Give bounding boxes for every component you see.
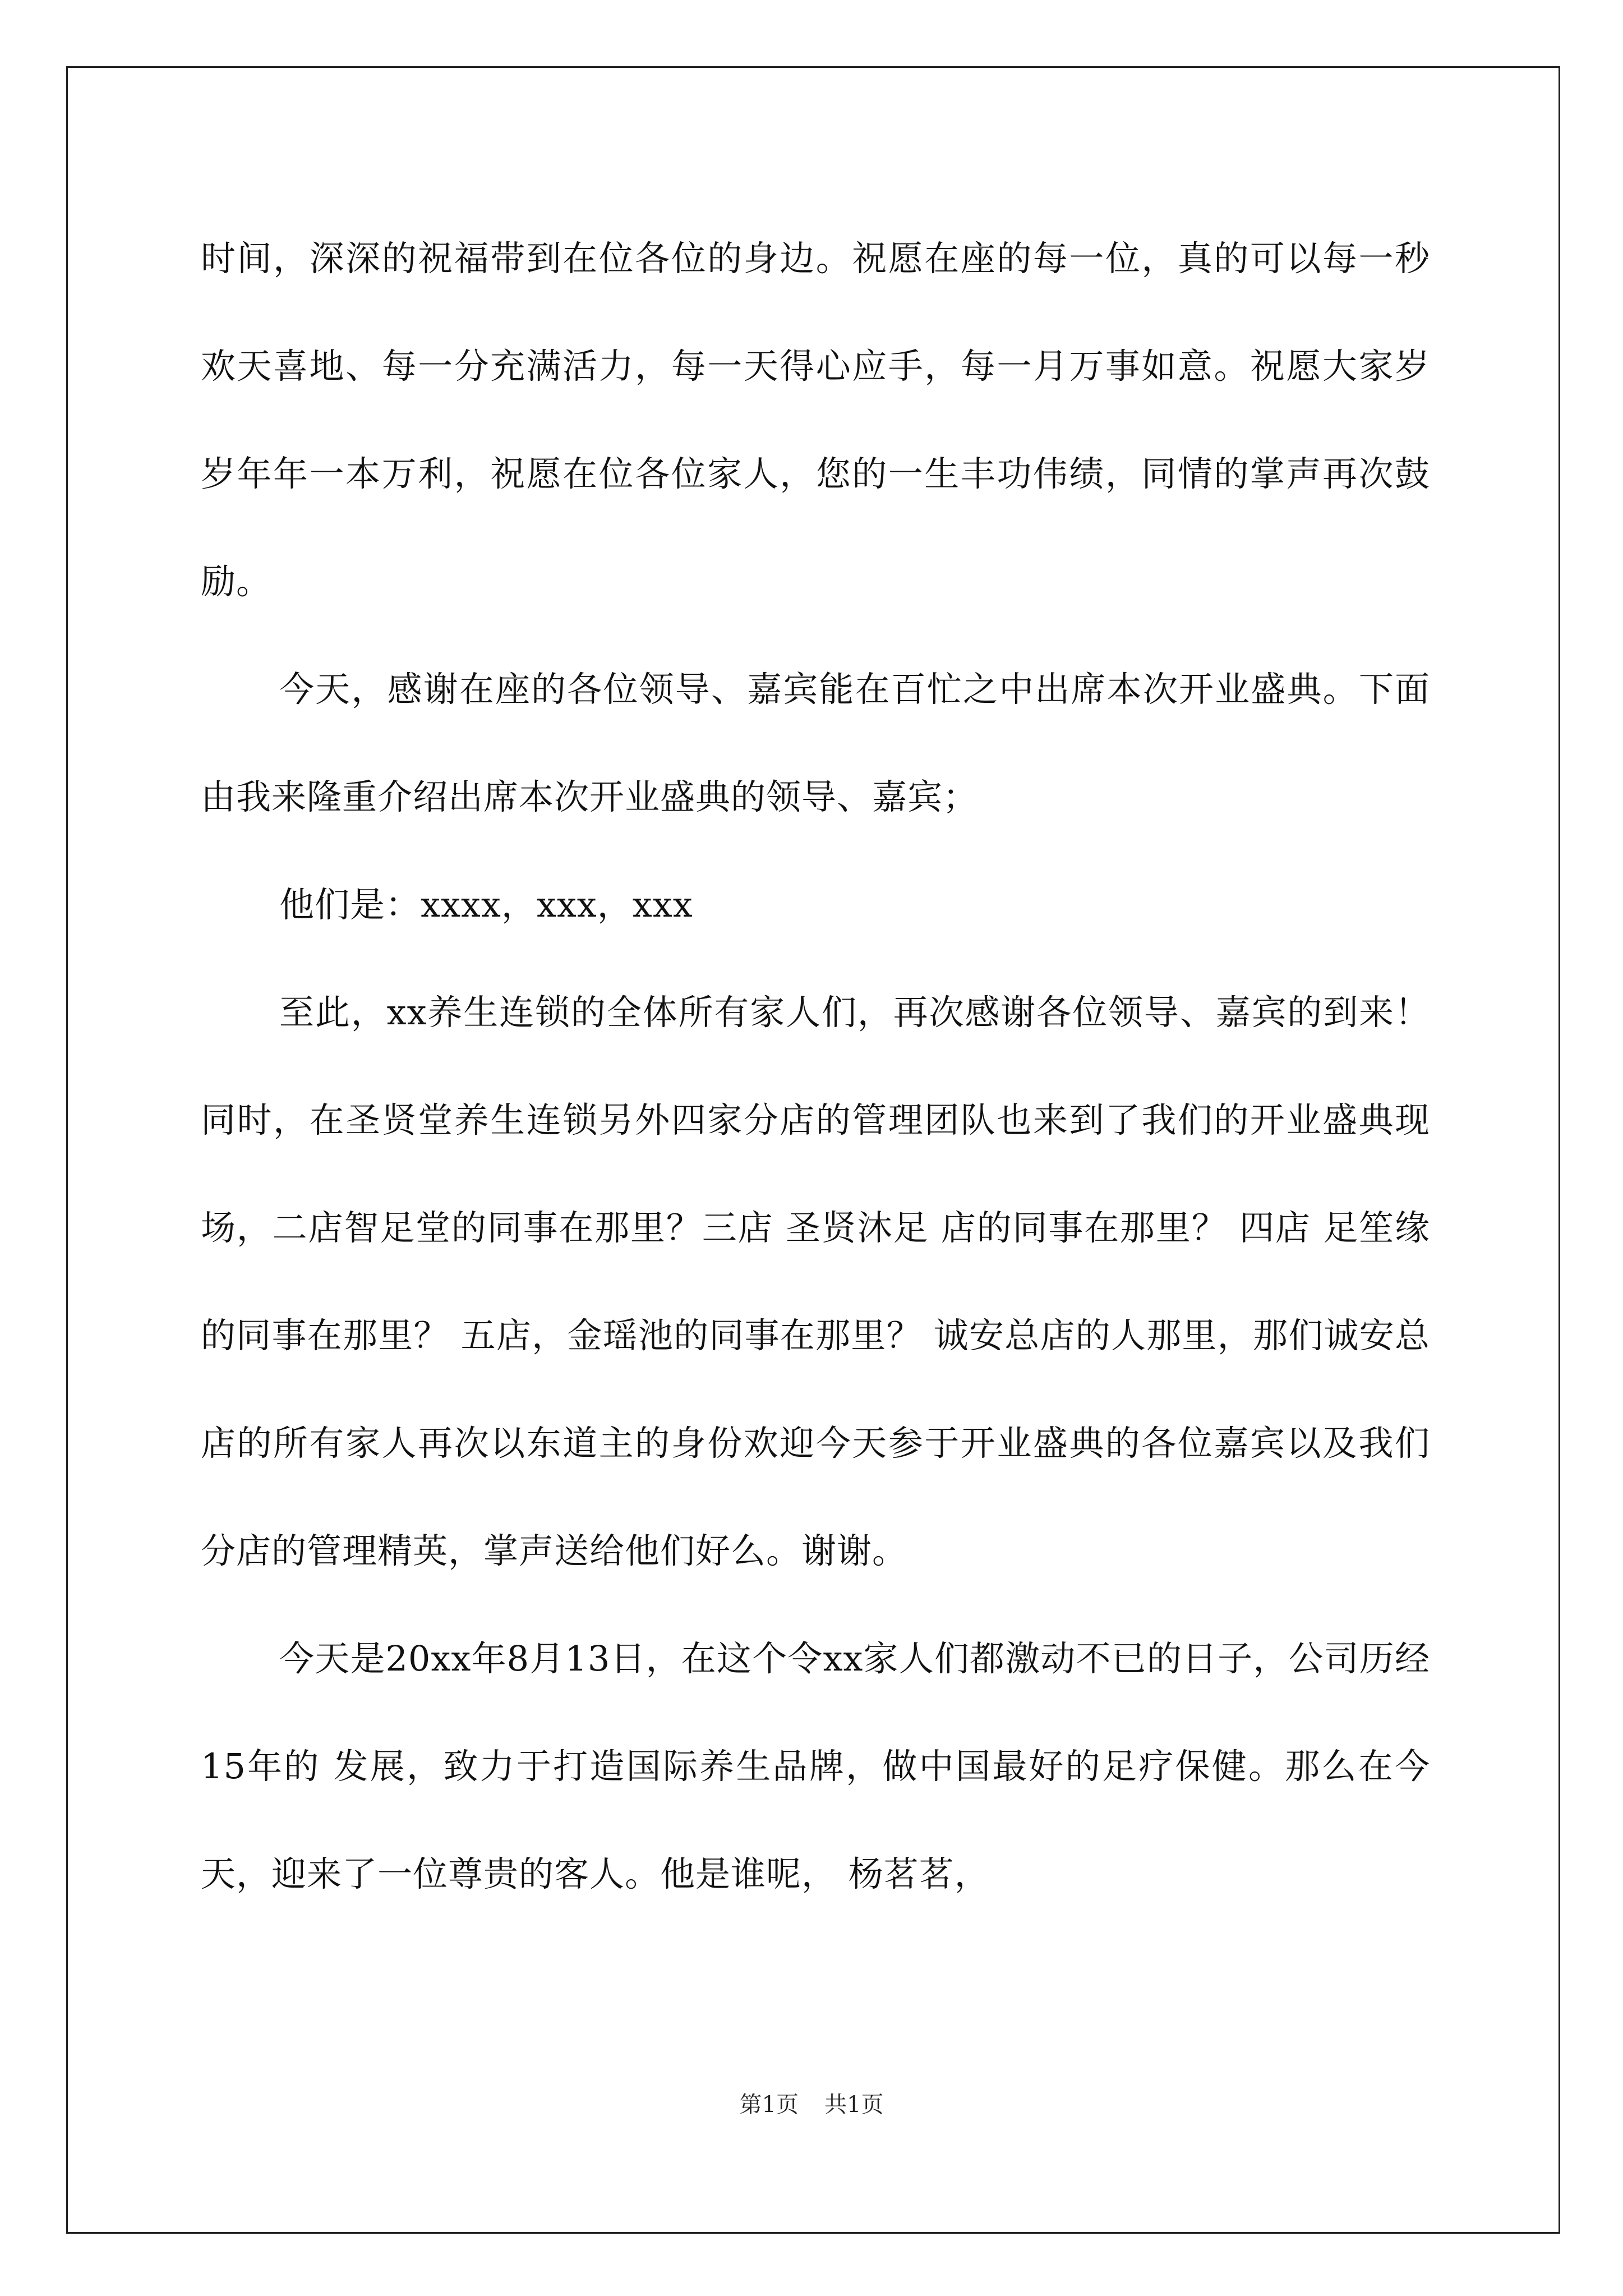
page-total: 共1页 (824, 2092, 884, 2118)
paragraph-blessing: 时间，深深的祝福带到在位各位的身边。祝愿在座的每一位，真的可以每一秒欢天喜地、每一分充满活力，每一天得心应手，每一月万事如意。祝愿大家岁岁年年一本万利，祝愿在位各位家人，您的一生丰功伟绩，同情的掌声再次鼓励。 (201, 238, 1430, 602)
paragraph-thanks-guests: 今天，感谢在座的各位领导、嘉宾能在百忙之中出席本次开业盛典。下面由我来隆重介绍出席本次开业盛典的领导、嘉宾； (201, 669, 1430, 817)
page-number: 第1页 (739, 2092, 799, 2118)
paragraph-today-date: 今天是20xx年8月13日，在这个令xx家人们都激动不已的日子，公司历经15年的 发展，致力于打造国际养生品牌，做中国最好的足疗保健。那么在今天，迎来了一位尊贵的客人。他是谁呢， 杨茗茗， (201, 1638, 1430, 1894)
paragraph-branch-teams: 至此，xx养生连锁的全体所有家人们，再次感谢各位领导、嘉宾的到来！ 同时，在圣贤堂养生连锁另外四家分店的管理团队也来到了我们的开业盛典现场，二店智足堂的同事在那里？三店 圣贤沐足 店的同事在那里？ 四店 足笙缘的同事在那里？ 五店，金瑶池的同事在那里？ 诚安总店的人那里，那们诚安总店的所有家人再次以东道主的身份欢迎今天参于开业盛典的各位嘉宾以及我们分店的管理精英，掌声送给他们好么。谢谢。 (201, 992, 1430, 1571)
page-footer (0, 2091, 1623, 2118)
paragraph-guest-list: 他们是：xxxx，xxx，xxx (279, 884, 693, 925)
document-body (201, 205, 1430, 1928)
